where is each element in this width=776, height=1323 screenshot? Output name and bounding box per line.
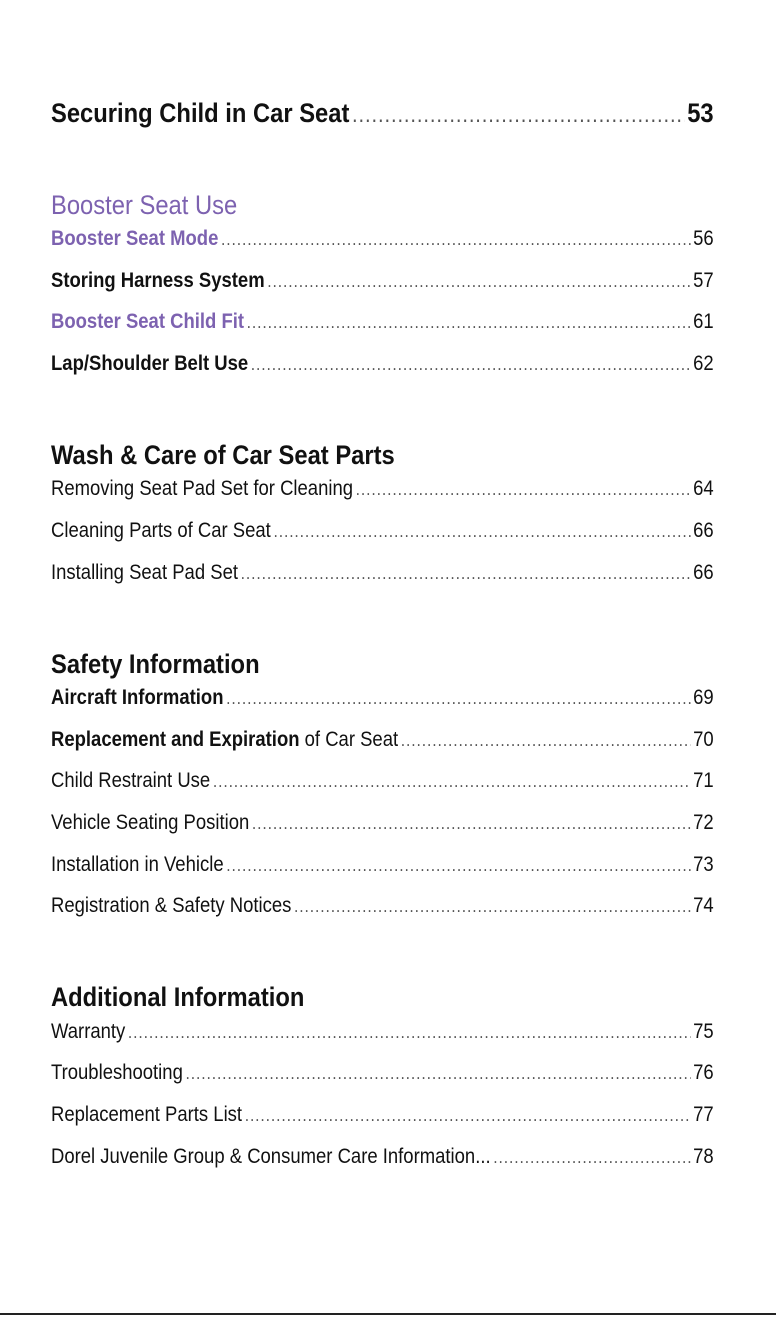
toc-page-number: 78	[693, 1144, 714, 1168]
toc-entry-installation-vehicle[interactable]	[51, 853, 714, 895]
toc-entry-title: Aircraft Information	[51, 686, 224, 710]
toc-entry-parts-list[interactable]	[51, 1103, 714, 1145]
toc-page-number: 57	[693, 268, 714, 292]
spacer	[51, 393, 714, 433]
toc-entry-title: Registration & Safety Notices	[51, 894, 292, 918]
dot-leader	[221, 229, 690, 250]
dot-leader	[493, 1147, 690, 1168]
toc-page-number: 70	[693, 727, 714, 751]
dot-leader	[267, 271, 690, 292]
toc-entry-lap-belt[interactable]	[51, 352, 714, 394]
dot-leader	[352, 101, 685, 128]
toc-entry-cleaning-parts[interactable]	[51, 519, 714, 561]
toc-entry-title: Replacement Parts List	[51, 1102, 243, 1126]
dot-leader	[356, 479, 691, 500]
toc-entry-aircraft[interactable]	[51, 686, 714, 728]
toc-page-number: 76	[693, 1061, 714, 1085]
toc-entry-registration[interactable]	[51, 894, 714, 936]
toc-entry-dorel[interactable]	[51, 1145, 714, 1187]
toc-entry-vehicle-position[interactable]	[51, 811, 714, 853]
dot-leader	[226, 688, 690, 709]
toc-entry-title: Troubleshooting	[51, 1061, 183, 1085]
toc-entry-title: Installing Seat Pad Set	[51, 560, 238, 584]
toc-entry-title: Lap/Shoulder Belt Use	[51, 351, 249, 375]
toc-entry-replacement[interactable]	[51, 728, 714, 770]
dot-leader	[185, 1063, 690, 1084]
dot-leader	[273, 521, 690, 542]
toc-page-number: 74	[693, 894, 714, 918]
toc-entry-title: Storing Harness System	[51, 268, 265, 292]
toc-page-number: 66	[693, 518, 714, 542]
toc-page-number: 69	[693, 686, 714, 710]
toc-page-number: 72	[693, 810, 714, 834]
toc-entry-removing-pad[interactable]	[51, 477, 714, 519]
dot-leader	[401, 730, 691, 751]
toc-entry-title-rest: of Car Seat	[299, 727, 399, 751]
toc-entry-title: Securing Child in Car Seat	[51, 98, 350, 128]
toc-entry-title	[51, 728, 398, 752]
toc-entry-title: Cleaning Parts of Car Seat	[51, 518, 271, 542]
toc-entry-title: Dorel Juvenile Group & Consumer Care Information...	[51, 1144, 491, 1168]
toc-entry-title: Removing Seat Pad Set for Cleaning	[51, 477, 354, 501]
section-heading-safety: Safety Information	[51, 648, 260, 679]
dot-leader	[128, 1022, 691, 1043]
toc-page-number: 64	[693, 477, 714, 501]
dot-leader	[213, 771, 691, 792]
dot-leader	[245, 1105, 691, 1126]
table-of-contents	[51, 98, 714, 1186]
bottom-rule	[0, 1313, 776, 1315]
toc-page-number: 53	[687, 98, 714, 128]
toc-entry-title: Vehicle Seating Position	[51, 810, 250, 834]
toc-entry-troubleshooting[interactable]	[51, 1061, 714, 1103]
toc-entry-title: Installation in Vehicle	[51, 852, 224, 876]
toc-entry-restraint-use[interactable]	[51, 769, 714, 811]
toc-page-number: 61	[693, 310, 714, 334]
dot-leader	[294, 896, 690, 917]
toc-entry-title-strong: Replacement and Expiration	[51, 727, 300, 751]
spacer	[51, 936, 714, 976]
toc-entry-securing[interactable]	[51, 98, 714, 146]
toc-entry-storing-harness[interactable]	[51, 269, 714, 311]
section-heading-additional: Additional Information	[51, 982, 305, 1013]
section-heading-wash: Wash & Care of Car Seat Parts	[51, 439, 395, 470]
toc-entry-booster-mode[interactable]	[51, 227, 714, 269]
dot-leader	[252, 813, 691, 834]
dot-leader	[247, 312, 691, 333]
toc-page-number: 73	[693, 852, 714, 876]
toc-page-number: 71	[693, 769, 714, 793]
dot-leader	[251, 354, 691, 375]
toc-entry-title: Booster Seat Child Fit	[51, 310, 245, 334]
toc-page-number: 66	[693, 560, 714, 584]
toc-page-number: 62	[693, 351, 714, 375]
toc-entry-title: Child Restraint Use	[51, 769, 211, 793]
section-heading-booster: Booster Seat Use	[51, 189, 238, 220]
toc-page-number: 77	[693, 1102, 714, 1126]
dot-leader	[241, 563, 691, 584]
toc-entry-title: Booster Seat Mode	[51, 227, 219, 250]
toc-entry-booster-fit[interactable]	[51, 310, 714, 352]
toc-entry-installing-pad[interactable]	[51, 561, 714, 603]
dot-leader	[226, 855, 690, 876]
spacer	[51, 602, 714, 642]
toc-page-number: 56	[693, 227, 714, 250]
toc-entry-title: Warranty	[51, 1019, 126, 1043]
toc-entry-warranty[interactable]	[51, 1020, 714, 1062]
toc-page-number: 75	[693, 1019, 714, 1043]
spacer	[51, 146, 714, 183]
